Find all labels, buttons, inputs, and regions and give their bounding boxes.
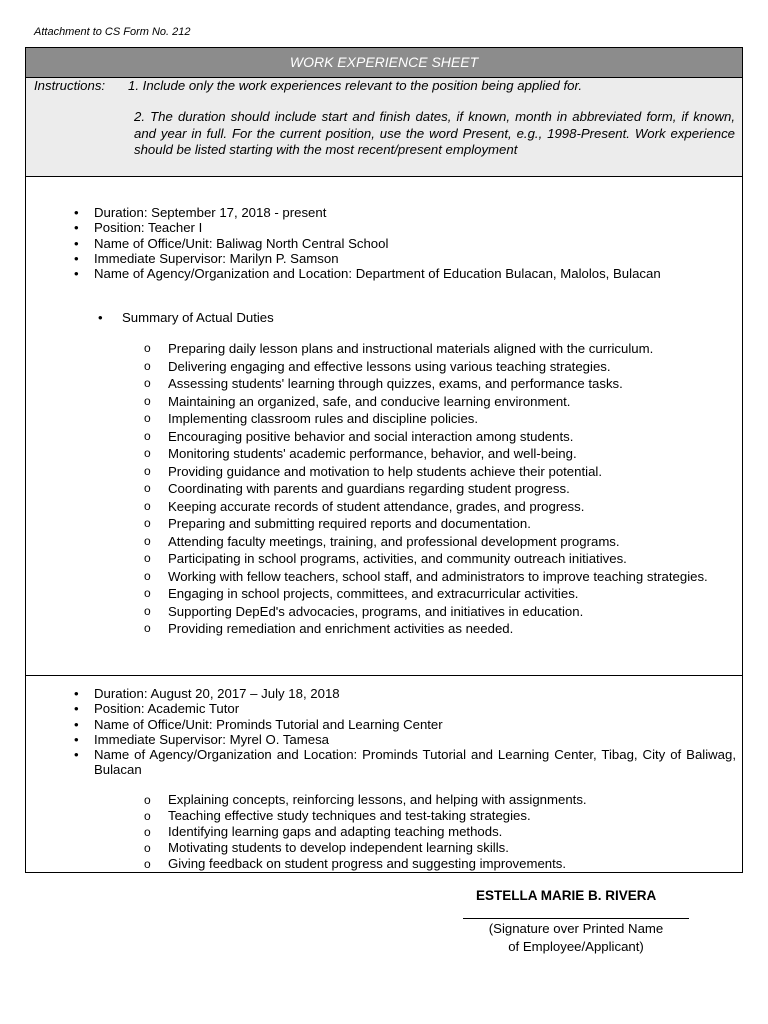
- duration: • Duration: August 20, 2017 – July 18, 2018: [74, 686, 736, 701]
- experience-entry-2: [26, 676, 742, 872]
- experience-2-details: [74, 686, 736, 778]
- duty-item: o Maintaining an organized, safe, and conducive learning environment.: [144, 393, 736, 411]
- office-unit: • Name of Office/Unit: Baliwag North Central School: [74, 236, 736, 251]
- attachment-note: Attachment to CS Form No. 212: [34, 26, 191, 38]
- form-title: WORK EXPERIENCE SHEET: [26, 48, 742, 78]
- duty-item: o Coordinating with parents and guardians regarding student progress.: [144, 480, 736, 498]
- signatory-name: ESTELLA MARIE B. RIVERA: [476, 888, 657, 903]
- duty-item: o Motivating students to develop independent learning skills.: [144, 840, 736, 856]
- duty-item: o Monitoring students' academic performance, behavior, and well-being.: [144, 445, 736, 463]
- agency-location: • Name of Agency/Organization and Location: Department of Education Bulacan, Malolos, Bulacan: [74, 266, 736, 281]
- experience-1-details: [74, 205, 736, 281]
- agency-location: • Name of Agency/Organization and Location: Prominds Tutorial and Learning Center, Tibag, City of Baliwag, Bulacan: [74, 747, 736, 778]
- summary-heading: [100, 310, 274, 325]
- instruction-1: 1. Include only the work experiences relevant to the position being applied for.: [128, 78, 583, 93]
- duty-item: o Engaging in school projects, committees, and extracurricular activities.: [144, 585, 736, 603]
- duty-item: o Implementing classroom rules and discipline policies.: [144, 410, 736, 428]
- instruction-2: 2. The duration should include start and finish dates, if known, month in abbreviated form, if known, and year in full. For the current position, use the word Present, e.g., 1998-Present. Work experience should be listed starting with the most recent/present employment: [134, 109, 735, 157]
- experience-2-duties: [144, 792, 736, 872]
- signature-caption-line1: (Signature over Printed Name: [488, 921, 664, 936]
- supervisor: • Immediate Supervisor: Marilyn P. Samson: [74, 251, 736, 266]
- position: • Position: Teacher I: [74, 220, 736, 235]
- duty-item: o Preparing daily lesson plans and instructional materials aligned with the curriculum.: [144, 340, 736, 358]
- duration: • Duration: September 17, 2018 - present: [74, 205, 736, 220]
- position: • Position: Academic Tutor: [74, 701, 736, 716]
- signature-line: [463, 918, 689, 919]
- experience-1-duties: [144, 340, 736, 638]
- duty-item: o Teaching effective study techniques and test-taking strategies.: [144, 808, 736, 824]
- duty-item: o Giving feedback on student progress and suggesting improvements.: [144, 856, 736, 872]
- signature-caption-line2: of Employee/Applicant): [508, 938, 644, 954]
- duty-item: o Preparing and submitting required reports and documentation.: [144, 515, 736, 533]
- duty-item: o Providing guidance and motivation to help students achieve their potential.: [144, 463, 736, 481]
- summary-label: Summary of Actual Duties: [122, 310, 274, 325]
- instructions-panel: [26, 78, 742, 177]
- experience-entry-1: [26, 175, 742, 676]
- office-unit: • Name of Office/Unit: Prominds Tutorial and Learning Center: [74, 717, 736, 732]
- duty-item: o Assessing students' learning through quizzes, exams, and performance tasks.: [144, 375, 736, 393]
- signature-caption: [463, 920, 689, 955]
- duty-item: o Participating in school programs, activities, and community outreach initiatives.: [144, 550, 736, 568]
- instructions-label: Instructions:: [34, 78, 106, 93]
- duty-item: o Delivering engaging and effective lessons using various teaching strategies.: [144, 358, 736, 376]
- duty-item: o Providing remediation and enrichment activities as needed.: [144, 620, 736, 638]
- duty-item: o Working with fellow teachers, school staff, and administrators to improve teaching strategies.: [144, 568, 736, 586]
- duty-item: o Supporting DepEd's advocacies, programs, and initiatives in education.: [144, 603, 736, 621]
- duty-item: o Attending faculty meetings, training, and professional development programs.: [144, 533, 736, 551]
- duty-item: o Keeping accurate records of student attendance, grades, and progress.: [144, 498, 736, 516]
- duty-item: o Identifying learning gaps and adapting teaching methods.: [144, 824, 736, 840]
- duty-item: o Encouraging positive behavior and social interaction among students.: [144, 428, 736, 446]
- work-experience-form: [25, 47, 743, 873]
- duty-item: o Explaining concepts, reinforcing lessons, and helping with assignments.: [144, 792, 736, 808]
- supervisor: • Immediate Supervisor: Myrel O. Tamesa: [74, 732, 736, 747]
